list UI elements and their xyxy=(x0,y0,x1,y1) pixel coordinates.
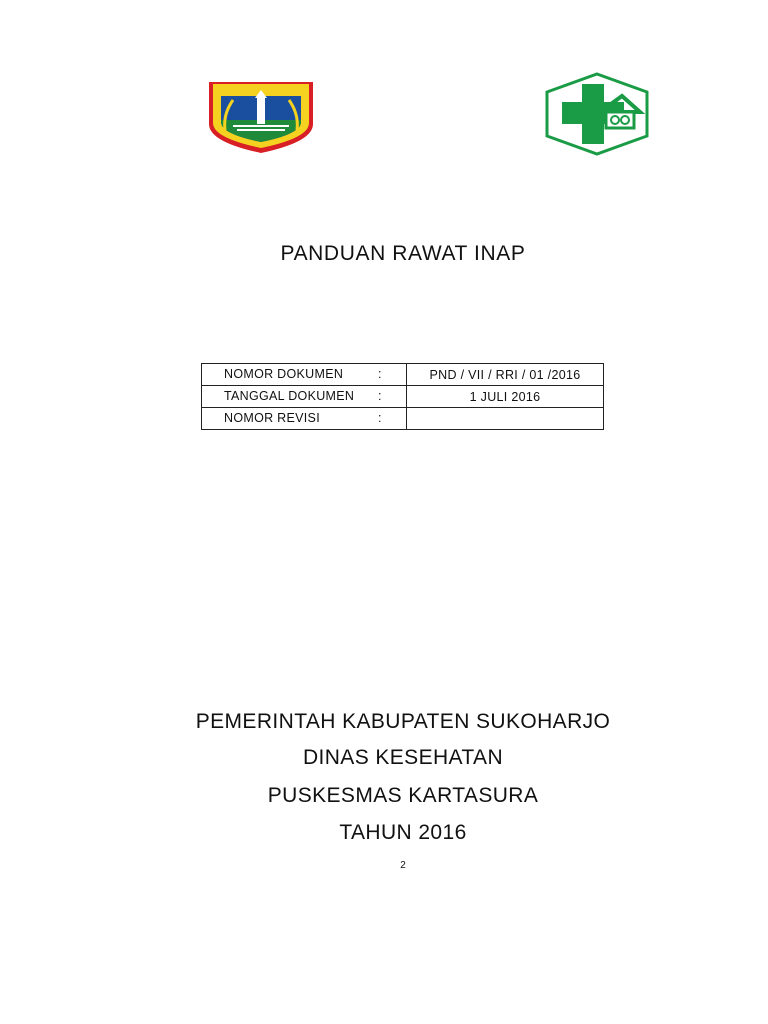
nomor-revisi-colon: : xyxy=(378,411,382,425)
nomor-dokumen-colon: : xyxy=(378,367,382,381)
nomor-revisi-label: NOMOR REVISI xyxy=(224,411,320,425)
document-info-table xyxy=(201,363,604,430)
tanggal-dokumen-colon: : xyxy=(378,389,382,403)
tahun-line: TAHUN 2016 xyxy=(339,821,467,844)
nomor-dokumen-label-cell xyxy=(202,364,407,386)
tanggal-dokumen-value: 1 JULI 2016 xyxy=(407,386,604,408)
nomor-revisi-value xyxy=(407,408,604,430)
puskesmas-logo-icon xyxy=(544,72,650,156)
nomor-revisi-label-cell xyxy=(202,408,407,430)
document-title: PANDUAN RAWAT INAP xyxy=(280,242,526,265)
tanggal-dokumen-label: TANGGAL DOKUMEN xyxy=(224,389,355,403)
kabupaten-sukoharjo-emblem-icon xyxy=(207,80,315,154)
table-row xyxy=(202,408,604,430)
nomor-dokumen-label: NOMOR DOKUMEN xyxy=(224,367,344,381)
nomor-dokumen-value: PND / VII / RRI / 01 /2016 xyxy=(407,364,604,386)
dinas-line: DINAS KESEHATAN xyxy=(302,746,504,769)
pemerintah-line: PEMERINTAH KABUPATEN SUKOHARJO xyxy=(195,710,611,733)
page-number: 2 xyxy=(400,860,406,871)
table-row xyxy=(202,364,604,386)
puskesmas-line: PUSKESMAS KARTASURA xyxy=(267,784,539,807)
tanggal-dokumen-label-cell xyxy=(202,386,407,408)
table-row xyxy=(202,386,604,408)
